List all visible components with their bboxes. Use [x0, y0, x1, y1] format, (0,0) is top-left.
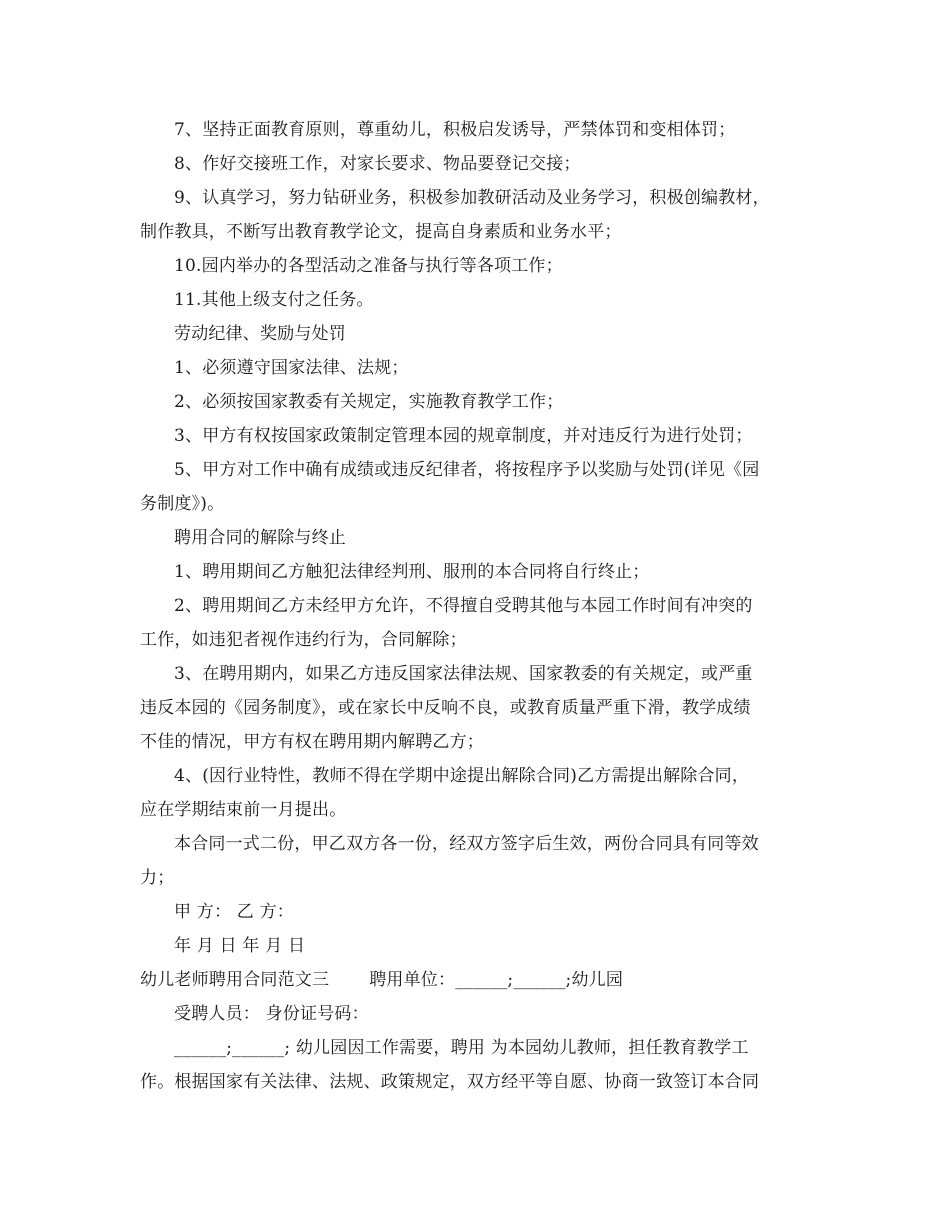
employer-field: 聘用单位：______;______;幼儿园	[369, 970, 624, 990]
paragraph-line: 11.其他上级支付之任务。	[174, 290, 374, 310]
paragraph-line: 8、作好交接班工作，对家长要求、物品要登记交接；	[174, 154, 581, 174]
paragraph-line: 工作，如违犯者视作违约行为，合同解除；	[140, 630, 467, 650]
paragraph-line: ______;______; 幼儿园因工作需要，聘用 为本园幼儿教师，担任教育教学工	[174, 1038, 749, 1058]
contract-title: 幼儿老师聘用合同范文三	[140, 970, 330, 990]
paragraph-line: 作。根据国家有关法律、法规、政策规定，双方经平等自愿、协商一致签订本合同	[140, 1072, 760, 1092]
paragraph-line: 力；	[140, 868, 175, 888]
paragraph-line: 聘用合同的解除与终止	[174, 528, 346, 548]
paragraph-line: 受聘人员： 身份证号码：	[174, 1004, 369, 1024]
document-page	[140, 117, 830, 1103]
paragraph-line: 本合同一式二份，甲乙双方各一份，经双方签字后生效，两份合同具有同等效	[174, 834, 759, 854]
paragraph-line: 务制度》)。	[140, 494, 225, 514]
paragraph-line: 年 月 日 年 月 日	[174, 936, 306, 956]
contract-title-line	[140, 967, 830, 1001]
paragraph-line: 2、必须按国家教委有关规定，实施教育教学工作；	[174, 392, 564, 412]
paragraph-line: 1、必须遵守国家法律、法规；	[174, 358, 409, 378]
paragraph-line: 甲 方： 乙 方：	[174, 902, 295, 922]
paragraph-line: 3、在聘用期内，如果乙方违反国家法律法规、国家教委的有关规定，或严重	[174, 664, 753, 684]
paragraph-line: 应在学期结束前一月提出。	[140, 800, 347, 820]
document-body	[140, 117, 830, 967]
paragraph-line: 劳动纪律、奖励与处罚	[174, 324, 346, 344]
paragraph-line: 制作教具，不断写出教育教学论文，提高自身素质和业务水平；	[140, 222, 622, 242]
paragraph-line: 9、认真学习，努力钻研业务，积极参加教研活动及业务学习，积极创编教材，	[174, 188, 770, 208]
paragraph-line: 2、聘用期间乙方未经甲方允许，不得擅自受聘其他与本园工作时间有冲突的	[174, 596, 753, 616]
paragraph-line: 违反本园的《园务制度》，或在家长中反响不良，或教育质量严重下滑，教学成绩	[140, 698, 751, 718]
paragraph-line: 10.园内举办的各型活动之准备与执行等各项工作；	[174, 256, 563, 276]
document-body-continued	[140, 1001, 830, 1103]
paragraph-line: 5、甲方对工作中确有成绩或违反纪律者，将按程序予以奖励与处罚(详见《园	[174, 460, 760, 480]
paragraph-line: 7、坚持正面教育原则，尊重幼儿，积极启发诱导，严禁体罚和变相体罚；	[174, 120, 736, 140]
paragraph-line: 3、甲方有权按国家政策制定管理本园的规章制度，并对违反行为进行处罚；	[174, 426, 753, 446]
paragraph-line: 1、聘用期间乙方触犯法律经判刑、服刑的本合同将自行终止；	[174, 562, 650, 582]
paragraph-line: 不佳的情况，甲方有权在聘用期内解聘乙方；	[140, 732, 484, 752]
paragraph-line: 4、(因行业特性，教师不得在学期中途提出解除合同)乙方需提出解除合同，	[174, 766, 750, 786]
